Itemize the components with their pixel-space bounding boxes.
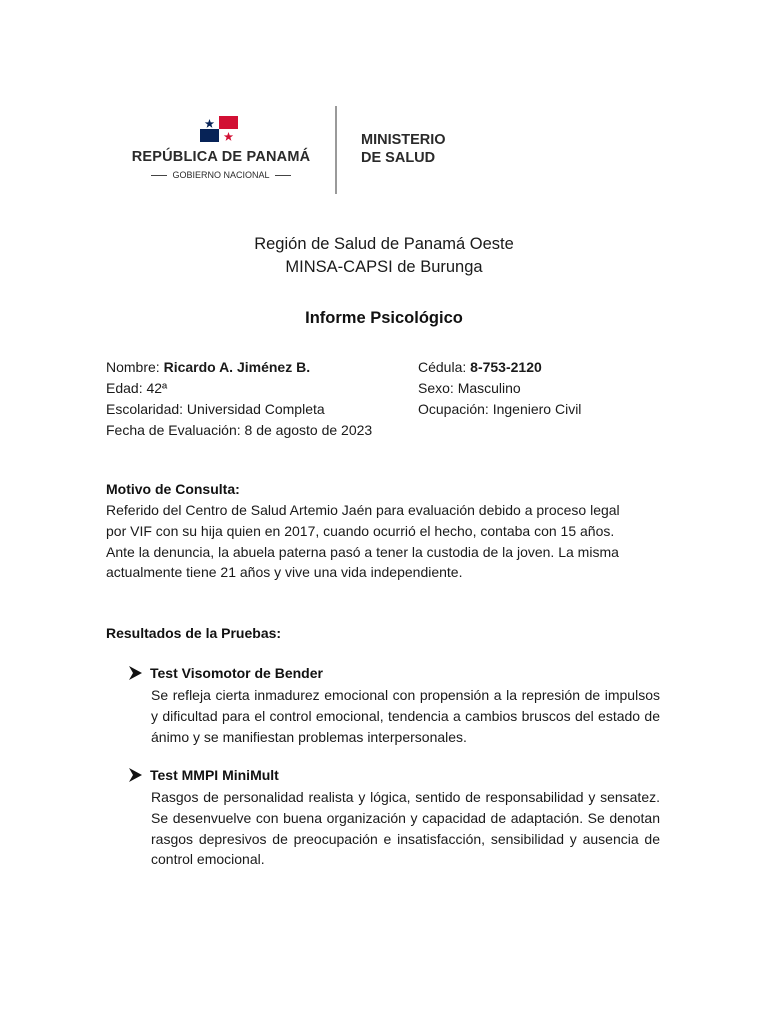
patient-id	[418, 357, 581, 378]
test-mmpi-name: Test MMPI MiniMult	[150, 767, 279, 783]
patient-info-right	[418, 357, 581, 420]
arrow-bullet-icon	[129, 768, 142, 782]
ministry-line2: DE SALUD	[361, 150, 436, 166]
motivo-text	[106, 500, 661, 583]
test-bender-heading	[129, 665, 323, 681]
region-line1: Región de Salud de Panamá Oeste	[254, 235, 514, 253]
test-bender-text: Se refleja cierta inmadurez emocional con propensión a la represión de impulsos y dificultad para el control emocional, tendencia a cambios bruscos del estado de ánimo y se manifiestan problemas interpersonales.	[151, 687, 660, 745]
subtitle-rule-left	[151, 175, 167, 176]
motivo-line: Ante la denuncia, la abuela paterna pasó a tener la custodia de la joven. La misma	[106, 543, 619, 560]
name-label: Nombre:	[106, 359, 164, 375]
government-subtitle	[140, 170, 302, 180]
patient-age: Edad: 42ª	[106, 380, 168, 396]
motivo-line: actualmente tiene 21 años y vive una vida independiente.	[106, 564, 463, 581]
government-subtitle-text: GOBIERNO NACIONAL	[172, 170, 270, 180]
ministry-line1: MINISTERIO	[361, 132, 446, 148]
patient-name	[106, 357, 372, 378]
id-label: Cédula:	[418, 359, 471, 375]
header-divider	[335, 106, 337, 194]
test-bender-name: Test Visomotor de Bender	[150, 665, 323, 681]
arrow-bullet-icon	[129, 666, 142, 680]
ministry-logo	[361, 131, 446, 167]
patient-sex: Sexo: Masculino	[418, 380, 521, 396]
subtitle-rule-right	[275, 175, 291, 176]
motivo-line: Referido del Centro de Salud Artemio Jaén para evaluación debido a proceso legal	[106, 502, 620, 518]
name-value: Ricardo A. Jiménez B.	[163, 359, 311, 375]
test-mmpi-text: Rasgos de personalidad realista y lógica, sentido de responsabilidad y sensatez. Se desenvuelve con buena organización y capacidad de adaptación. Se denotan rasgos depresivos de preocupación e insatisfacción, sensibilidad y ausencia de control emocional.	[151, 789, 660, 868]
region-line2: MINSA-CAPSI de Burunga	[285, 258, 483, 276]
patient-education: Escolaridad: Universidad Completa	[106, 401, 325, 417]
evaluation-date: Fecha de Evaluación: 8 de agosto de 2023	[106, 422, 373, 438]
id-value: 8-753-2120	[470, 359, 542, 375]
results-title: Resultados de la Pruebas:	[106, 625, 282, 641]
report-title: Informe Psicológico	[305, 309, 463, 327]
motivo-title: Motivo de Consulta:	[106, 481, 240, 497]
patient-occupation: Ocupación: Ingeniero Civil	[418, 401, 582, 417]
republic-title: REPÚBLICA DE PANAMÁ	[131, 149, 311, 165]
region-heading	[0, 233, 768, 279]
motivo-line: por VIF con su hija quien en 2017, cuando ocurrió el hecho, contaba con 15 años.	[106, 522, 615, 539]
panama-flag-icon	[200, 116, 238, 142]
test-mmpi-heading	[129, 767, 279, 783]
patient-info-left	[106, 357, 372, 441]
